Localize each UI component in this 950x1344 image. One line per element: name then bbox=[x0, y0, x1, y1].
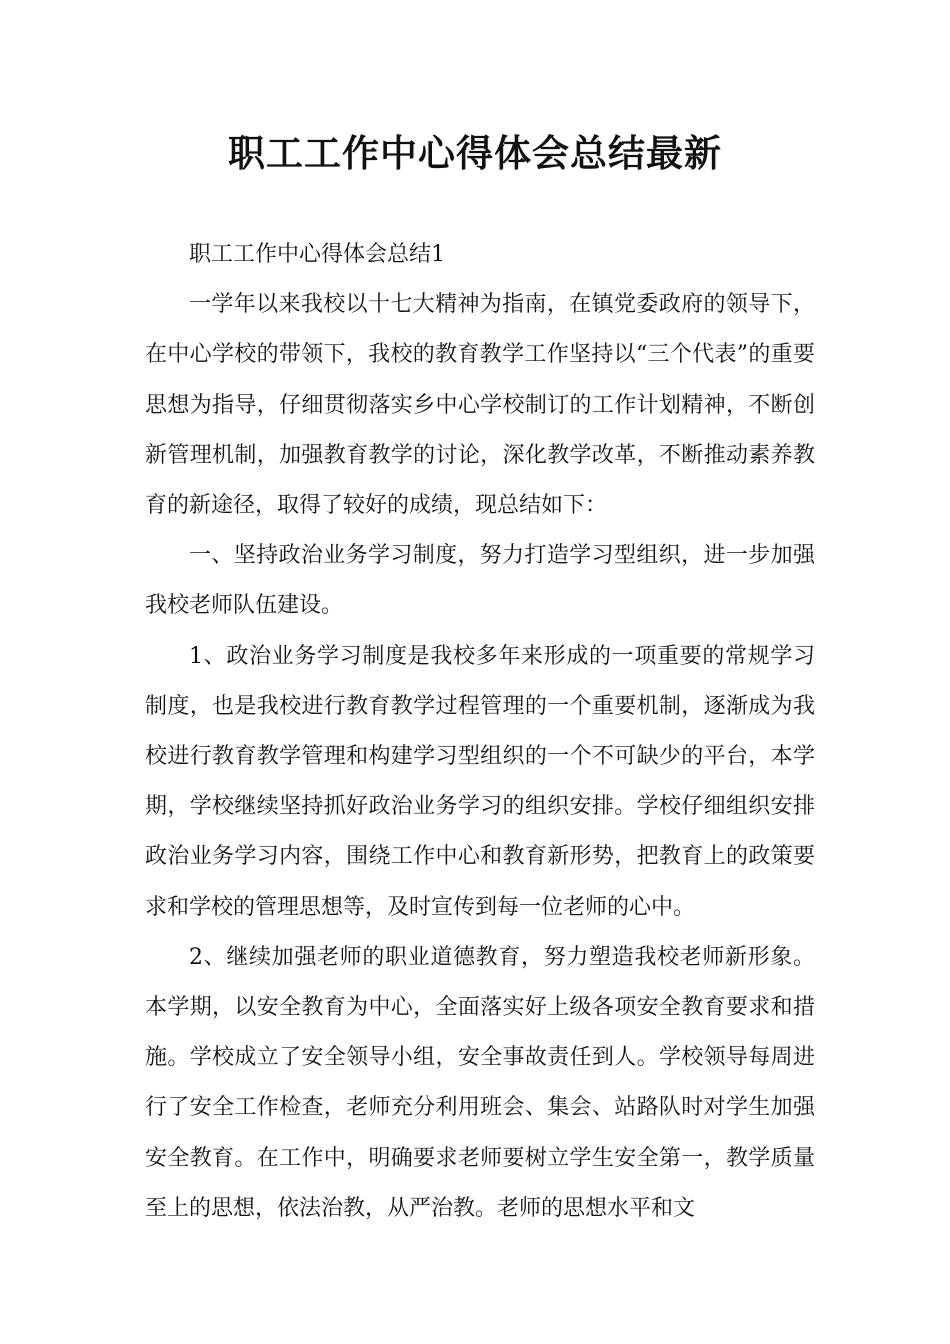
body-paragraph: 2、继续加强老师的职业道德教育，努力塑造我校老师新形象。本学期，以安全教育为中心，全面落实好上级各项安全教育要求和措施。学校成立了安全领导小组，安全事故责任到人。学校领导每周进行了安全工作检查，老师充分利用班会、集会、站路队时对学生加强安全教育。在工作中，明确要求老师要树立学生安全第一，教学质量至上的思想，依法治教，从严治教。老师的思想水平和文 bbox=[145, 944, 815, 1221]
body-paragraph: 一学年以来我校以十七大精神为指南，在镇党委政府的领导下，在中心学校的带领下，我校的教育教学工作坚持以“三个代表”的重要思想为指导，仔细贯彻落实乡中心学校制订的工作计划精神，不断创新管理机制，加强教育教学的讨论，深化教学改革，不断推动素养教育的新途径，取得了较好的成绩，现总结如下： bbox=[145, 292, 815, 519]
document-body bbox=[145, 230, 815, 1234]
body-paragraph: 一、坚持政治业务学习制度，努力打造学习型组织，进一步加强我校老师队伍建设。 bbox=[145, 543, 815, 619]
body-paragraph: 1、政治业务学习制度是我校多年来形成的一项重要的常规学习制度，也是我校进行教育教学过程管理的一个重要机制，逐渐成为我校进行教育教学管理和构建学习型组织的一个不可缺少的平台，本学期，学校继续坚持抓好政治业务学习的组织安排。学校仔细组织安排政治业务学习内容，围绕工作中心和教育新形势，把教育上的政策要求和学校的管理思想等，及时宣传到每一位老师的心中。 bbox=[145, 643, 815, 920]
document-title: 职工工作中心得体会总结最新 bbox=[228, 132, 722, 175]
section-heading: 职工工作中心得体会总结1 bbox=[189, 242, 445, 267]
